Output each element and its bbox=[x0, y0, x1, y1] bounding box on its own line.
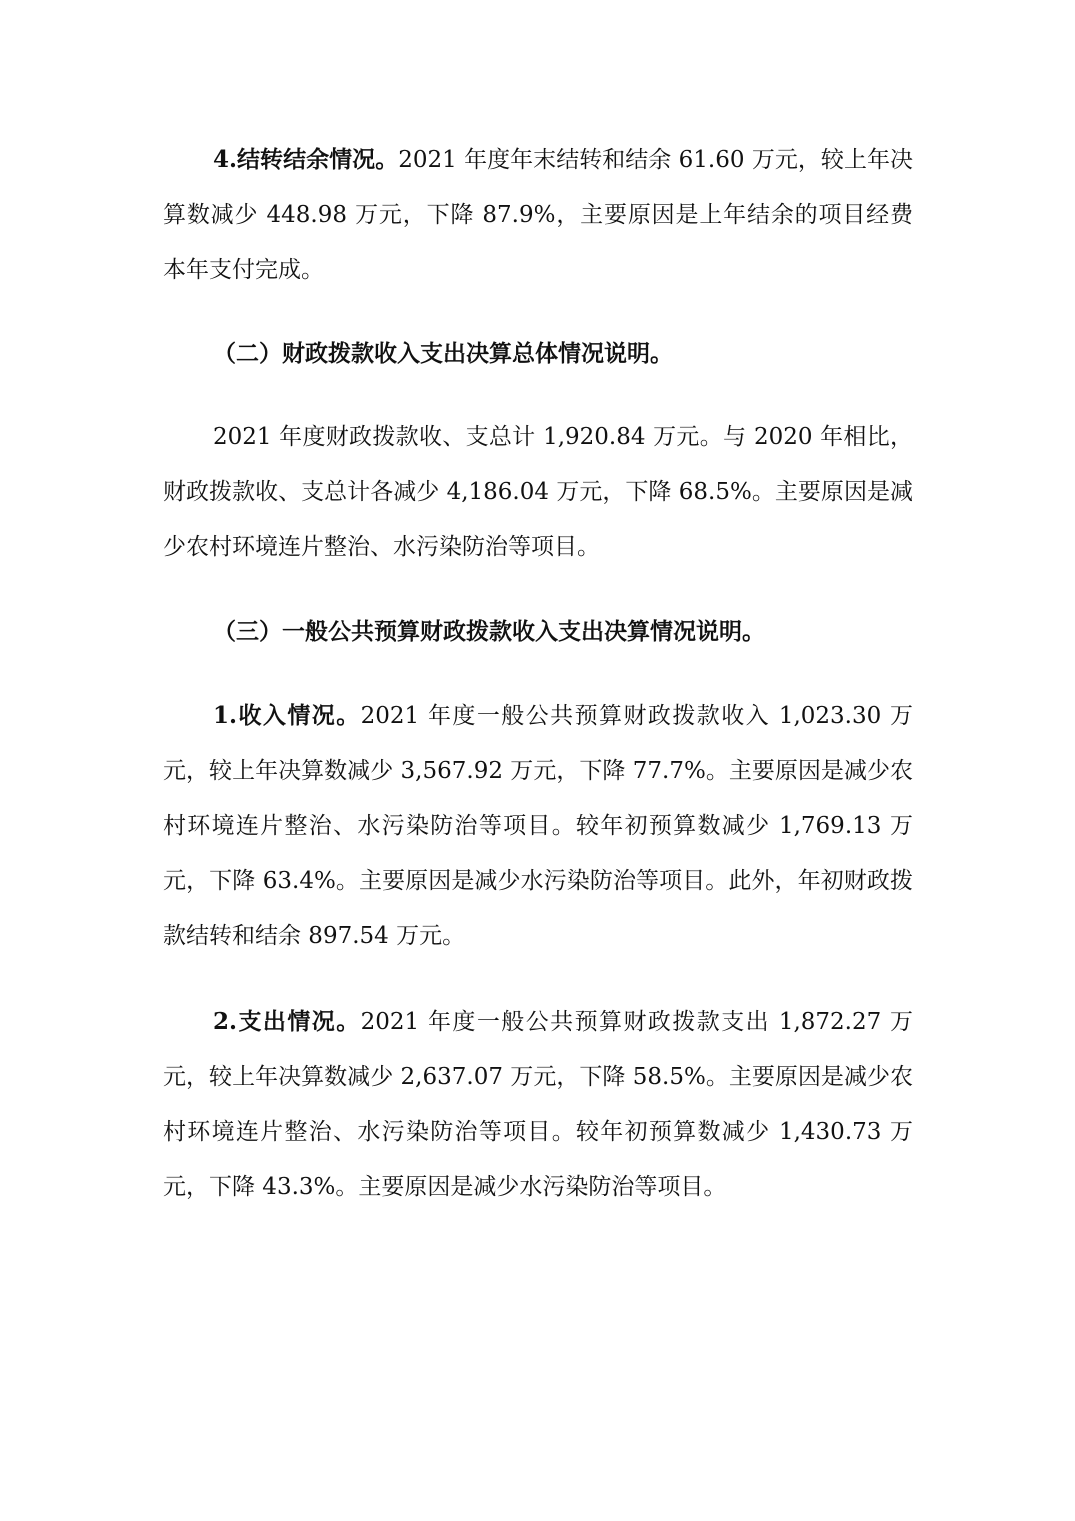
expenditure-paragraph bbox=[163, 994, 913, 1215]
carryover-lead: 4.结转结余情况。 bbox=[213, 146, 399, 173]
expenditure-lead: 2.支出情况。 bbox=[213, 1008, 361, 1035]
expenditure-body: 2021 年度一般公共预算财政拨款支出 1,872.27 万元，较上年决算数减少 2,637.07 万元，下降 58.5%。主要原因是减少农村环境连片整治、水污染防治等项目。较年初预算数减少 1,430.73 万元，下降 43.3%。主要原因是减少水污染防治等项目。 bbox=[163, 1009, 914, 1200]
income-lead: 1.收入情况。 bbox=[213, 702, 361, 729]
carryover-body: 2021 年度年末结转和结余 61.60 万元，较上年决算数减少 448.98 万元，下降 87.9%，主要原因是上年结余的项目经费本年支付完成。 bbox=[163, 147, 913, 283]
carryover-paragraph bbox=[163, 132, 913, 298]
section-two-heading: （二）财政拨款收入支出决算总体情况说明。 bbox=[213, 340, 673, 367]
income-body: 2021 年度一般公共预算财政拨款收入 1,023.30 万元，较上年决算数减少 3,567.92 万元，下降 77.7%。主要原因是减少农村环境连片整治、水污染防治等项目。较年初预算数减少 1,769.13 万元，下降 63.4%。主要原因是减少水污染防治等项目。此外，年初财政拨款结转和结余 897.54 万元。 bbox=[163, 703, 914, 949]
income-paragraph bbox=[163, 688, 913, 964]
section-two-paragraph: 2021 年度财政拨款收、支总计 1,920.84 万元。与 2020 年相比，财政拨款收、支总计各减少 4,186.04 万元，下降 68.5%。主要原因是减少农村环境连片整治、水污染防治等项目。 bbox=[163, 424, 913, 560]
section-three-heading: （三）一般公共预算财政拨款收入支出决算情况说明。 bbox=[213, 618, 765, 645]
